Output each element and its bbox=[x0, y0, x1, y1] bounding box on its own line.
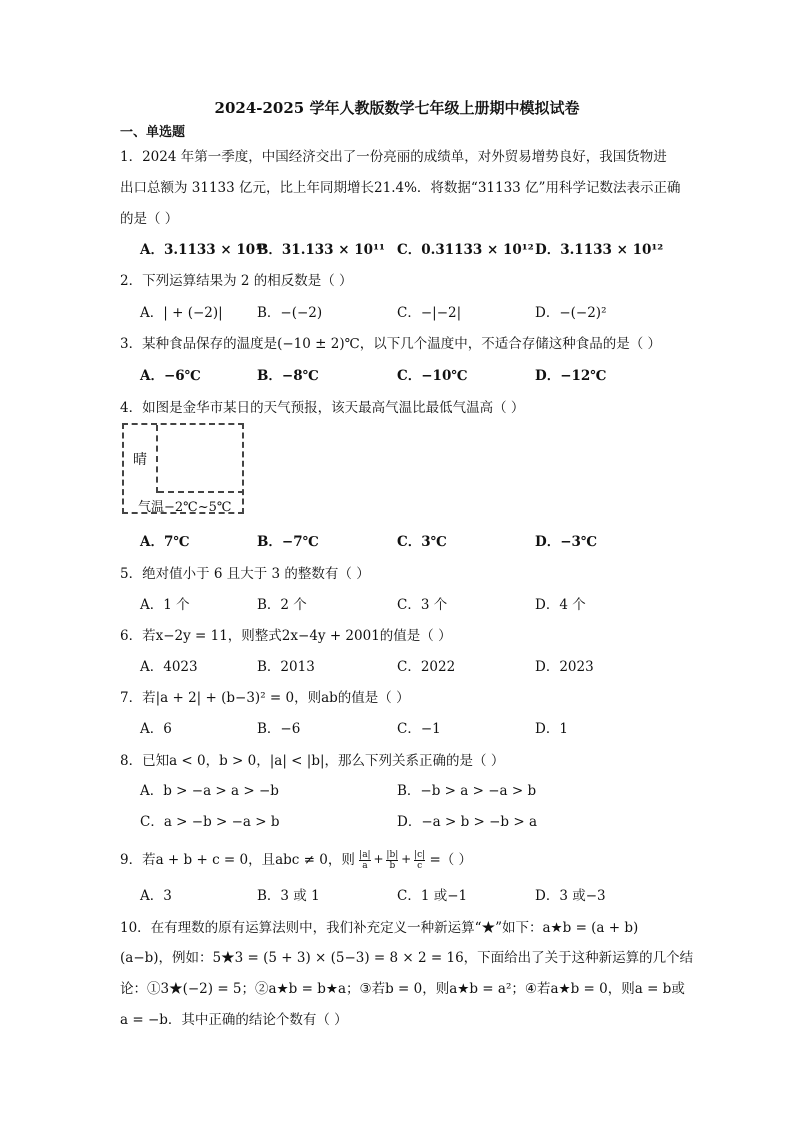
q5-stem: 5．绝对值小于 6 且大于 3 的整数有（ ） bbox=[120, 566, 370, 582]
fraction-a-den: a bbox=[362, 861, 368, 871]
q7-option-b: B．−6 bbox=[257, 721, 301, 737]
fraction-a-num: |a| bbox=[359, 850, 371, 860]
q6-option-a: A．4023 bbox=[140, 659, 198, 675]
q1-option-a: A．3.1133 × 10¹¹ bbox=[140, 242, 267, 258]
fraction-b-num: |b| bbox=[386, 850, 399, 860]
q9-option-b: B．3 或 1 bbox=[257, 888, 320, 904]
q9-fraction-sum: $\frac{|a|}{a}$ + $\frac{|b|}{b}$ + $\frac{|c|}{c}$ bbox=[359, 850, 426, 871]
q8-option-d: D．−a > b > −b > a bbox=[397, 814, 538, 830]
q10-line1: 10．在有理数的原有运算法则中，我们补充定义一种新运算“★”如下：a★b = (a + b) bbox=[120, 920, 639, 936]
q5-option-b: B．2 个 bbox=[257, 597, 307, 613]
q7-option-c: C．−1 bbox=[397, 721, 441, 737]
q6-option-b: B．2013 bbox=[257, 659, 315, 675]
weather-condition: 晴 bbox=[124, 425, 158, 493]
q9-option-c: C．1 或−1 bbox=[397, 888, 468, 904]
fraction-b-den: b bbox=[389, 861, 396, 871]
q3-option-a: A．−6℃ bbox=[140, 368, 201, 384]
q1-line3: 的是（ ） bbox=[120, 211, 179, 227]
q2-stem: 2．下列运算结果为 2 的相反数是（ ） bbox=[120, 273, 353, 289]
q4-option-a: A．7℃ bbox=[140, 534, 190, 550]
q2-option-a: A．| + (−2)| bbox=[140, 305, 223, 321]
q2-option-b: B．−(−2) bbox=[257, 305, 323, 321]
q10-line4: a = −b．其中正确的结论个数有（ ） bbox=[120, 1012, 348, 1028]
q1-option-c: C．0.31133 × 10¹² bbox=[397, 242, 534, 258]
q7-option-a: A．6 bbox=[140, 721, 172, 737]
section-heading: 一、单选题 bbox=[120, 125, 186, 140]
q3-option-c: C．−10℃ bbox=[397, 368, 468, 384]
q9-option-d: D．3 或−3 bbox=[535, 888, 606, 904]
q7-option-d: D．1 bbox=[535, 721, 568, 737]
q8-option-c: C．a > −b > −a > b bbox=[140, 814, 280, 830]
q9-option-a: A．3 bbox=[140, 888, 172, 904]
q7-stem: 7．若|a + 2| + (b−3)² = 0，则ab的值是（ ） bbox=[120, 690, 410, 706]
q3-option-b: B．−8℃ bbox=[257, 368, 319, 384]
fraction-c-num: |c| bbox=[414, 850, 426, 860]
q2-option-c: C．−|−2| bbox=[397, 305, 462, 321]
q6-option-d: D．2023 bbox=[535, 659, 594, 675]
weather-divider bbox=[158, 491, 244, 493]
q9-stem-end: =（ ） bbox=[429, 852, 473, 868]
q2-option-d: D．−(−2)² bbox=[535, 305, 607, 321]
fraction-c-den: c bbox=[417, 861, 423, 871]
q1-option-b: B．31.133 × 10¹¹ bbox=[257, 242, 385, 258]
q10-line2: (a−b)，例如：5★3 = (5 + 3) × (5−3) = 8 × 2 = 16，下面给出了关于这种新运算的几个结 bbox=[120, 950, 694, 966]
q4-option-d: D．−3℃ bbox=[535, 534, 598, 550]
q6-stem: 6．若x−2y = 11，则整式2x−4y + 2001的值是（ ） bbox=[120, 628, 452, 644]
q9-stem bbox=[120, 848, 472, 871]
q5-option-c: C．3 个 bbox=[397, 597, 448, 613]
q9-stem-start: 9．若a + b + c = 0，且abc ≠ 0，则 bbox=[120, 852, 355, 868]
q1-line1: 1．2024 年第一季度，中国经济交出了一份亮丽的成绩单，对外贸易增势良好，我国货物进 bbox=[120, 149, 667, 165]
q1-line2: 出口总额为 31133 亿元，比上年同期增长21.4%．将数据“31133 亿”用科学记数法表示正确 bbox=[120, 180, 681, 196]
q5-option-a: A．1 个 bbox=[140, 597, 190, 613]
weather-forecast-figure bbox=[122, 423, 244, 514]
q3-stem: 3．某种食品保存的温度是(−10 ± 2)℃，以下几个温度中，不适合存储这种食品的是（ ） bbox=[120, 336, 661, 352]
q10-line3: 论：①3★(−2) = 5；②a★b = b★a；③若b = 0，则a★b = a²；④若a★b = 0，则a = b或 bbox=[120, 981, 685, 997]
page-title: 2024-2025 学年人教版数学七年级上册期中模拟试卷 bbox=[214, 99, 580, 117]
q4-stem: 4．如图是金华市某日的天气预报，该天最高气温比最低气温高（ ） bbox=[120, 400, 525, 416]
q8-option-b: B．−b > a > −a > b bbox=[397, 783, 537, 799]
q4-option-c: C．3℃ bbox=[397, 534, 447, 550]
q4-option-b: B．−7℃ bbox=[257, 534, 319, 550]
temperature-label: 气温−2℃~5℃ bbox=[138, 500, 232, 515]
q8-option-a: A．b > −a > a > −b bbox=[140, 783, 279, 799]
q1-option-d: D．3.1133 × 10¹² bbox=[535, 242, 664, 258]
q8-stem: 8．已知a < 0，b > 0，|a| < |b|，那么下列关系正确的是（ ） bbox=[120, 753, 505, 769]
q5-option-d: D．4 个 bbox=[535, 597, 586, 613]
q6-option-c: C．2022 bbox=[397, 659, 456, 675]
q3-option-d: D．−12℃ bbox=[535, 368, 607, 384]
